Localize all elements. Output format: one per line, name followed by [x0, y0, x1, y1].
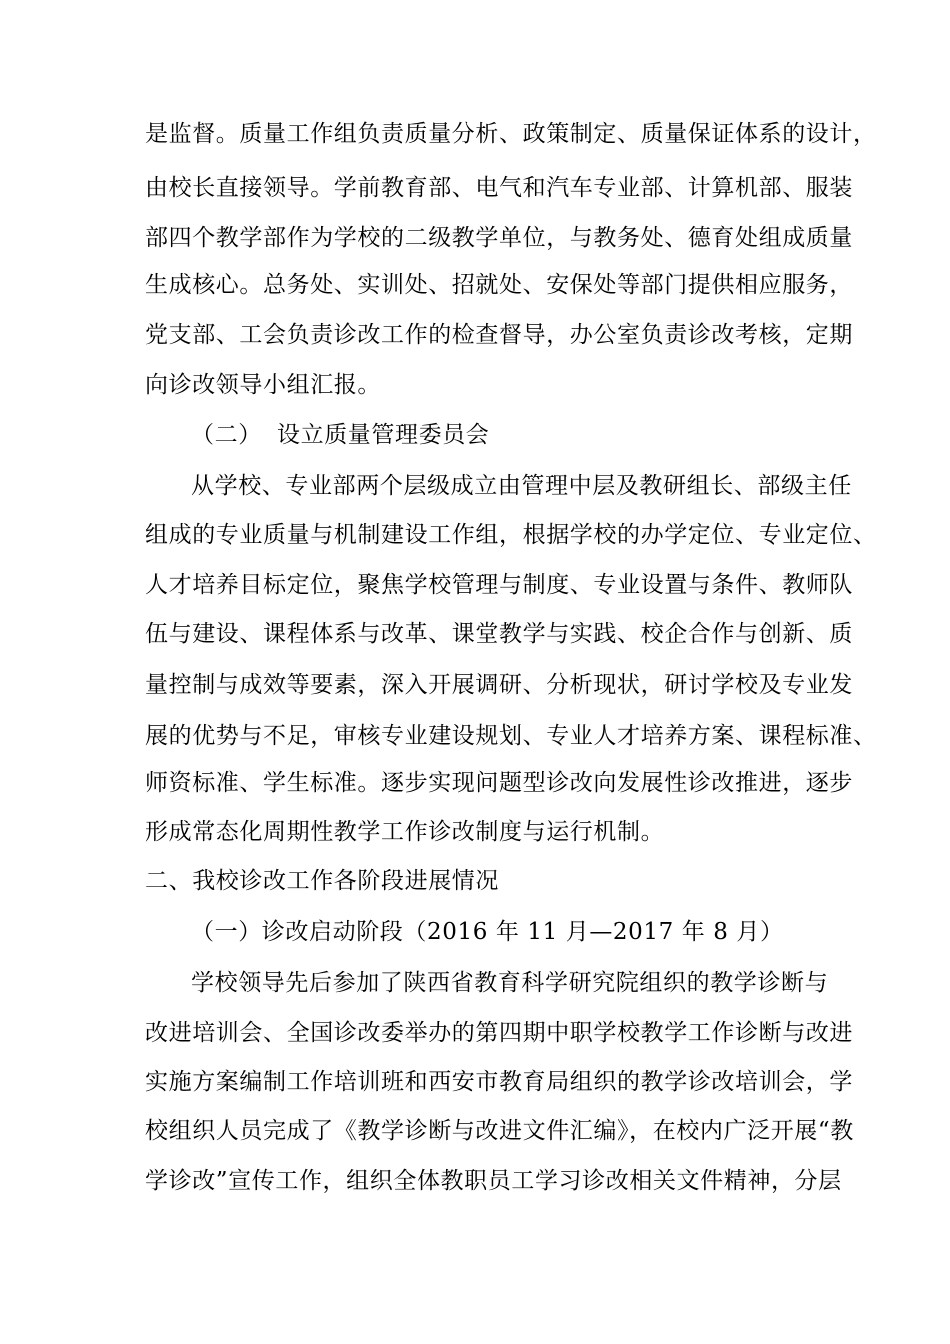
- paragraph-line: 人才培养目标定位，聚焦学校管理与制度、专业设置与条件、教师队: [145, 572, 853, 598]
- paragraph-line: 展的优势与不足，审核专业建设规划、专业人才培养方案、课程标准、: [145, 723, 877, 749]
- chapter-heading: 二、我校诊改工作各阶段进展情况: [145, 868, 499, 894]
- paragraph-line: 是监督。质量工作组负责质量分析、政策制定、质量保证体系的设计，: [145, 121, 877, 147]
- paragraph-line: 学校领导先后参加了陕西省教育科学研究院组织的教学诊断与: [191, 970, 829, 996]
- paragraph-line: 向诊改领导小组汇报。: [145, 372, 381, 398]
- paragraph-line: 师资标准、学生标准。逐步实现问题型诊改向发展性诊改推进，逐步: [145, 770, 853, 796]
- paragraph-line: 校组织人员完成了《教学诊断与改进文件汇编》，在校内广泛开展“教: [145, 1118, 854, 1144]
- paragraph-line: 组成的专业质量与机制建设工作组，根据学校的办学定位、专业定位、: [145, 522, 877, 548]
- section-title: 设立质量管理委员会: [277, 422, 490, 448]
- paragraph-line: 学诊改”宣传工作，组织全体教职员工学习诊改相关文件精神，分层: [145, 1168, 842, 1194]
- paragraph-line: 生成核心。总务处、实训处、招就处、安保处等部门提供相应服务，: [145, 272, 853, 298]
- paragraph-line: 形成常态化周期性教学工作诊改制度与运行机制。: [145, 819, 665, 845]
- paragraph-line: 党支部、工会负责诊改工作的检查督导，办公室负责诊改考核，定期: [145, 322, 853, 348]
- paragraph-line: 从学校、专业部两个层级成立由管理中层及教研组长、部级主任: [191, 473, 852, 499]
- section-heading: [191, 420, 851, 450]
- section-number: （二）: [191, 422, 262, 448]
- paragraph-line: 改进培训会、全国诊改委举办的第四期中职学校教学工作诊断与改进: [145, 1020, 853, 1046]
- subsection-heading: （一）诊改启动阶段（2016 年 11 月—2017 年 8 月）: [191, 919, 784, 945]
- paragraph-line: 量控制与成效等要素，深入开展调研、分析现状，研讨学校及专业发: [145, 672, 853, 698]
- paragraph-line: 伍与建设、课程体系与改革、课堂教学与实践、校企合作与创新、质: [145, 621, 853, 647]
- paragraph-line: 实施方案编制工作培训班和西安市教育局组织的教学诊改培训会，学: [145, 1069, 853, 1095]
- paragraph-line: 部四个教学部作为学校的二级教学单位，与教务处、德育处组成质量: [145, 225, 853, 251]
- paragraph-line: 由校长直接领导。学前教育部、电气和汽车专业部、计算机部、服装: [145, 175, 853, 201]
